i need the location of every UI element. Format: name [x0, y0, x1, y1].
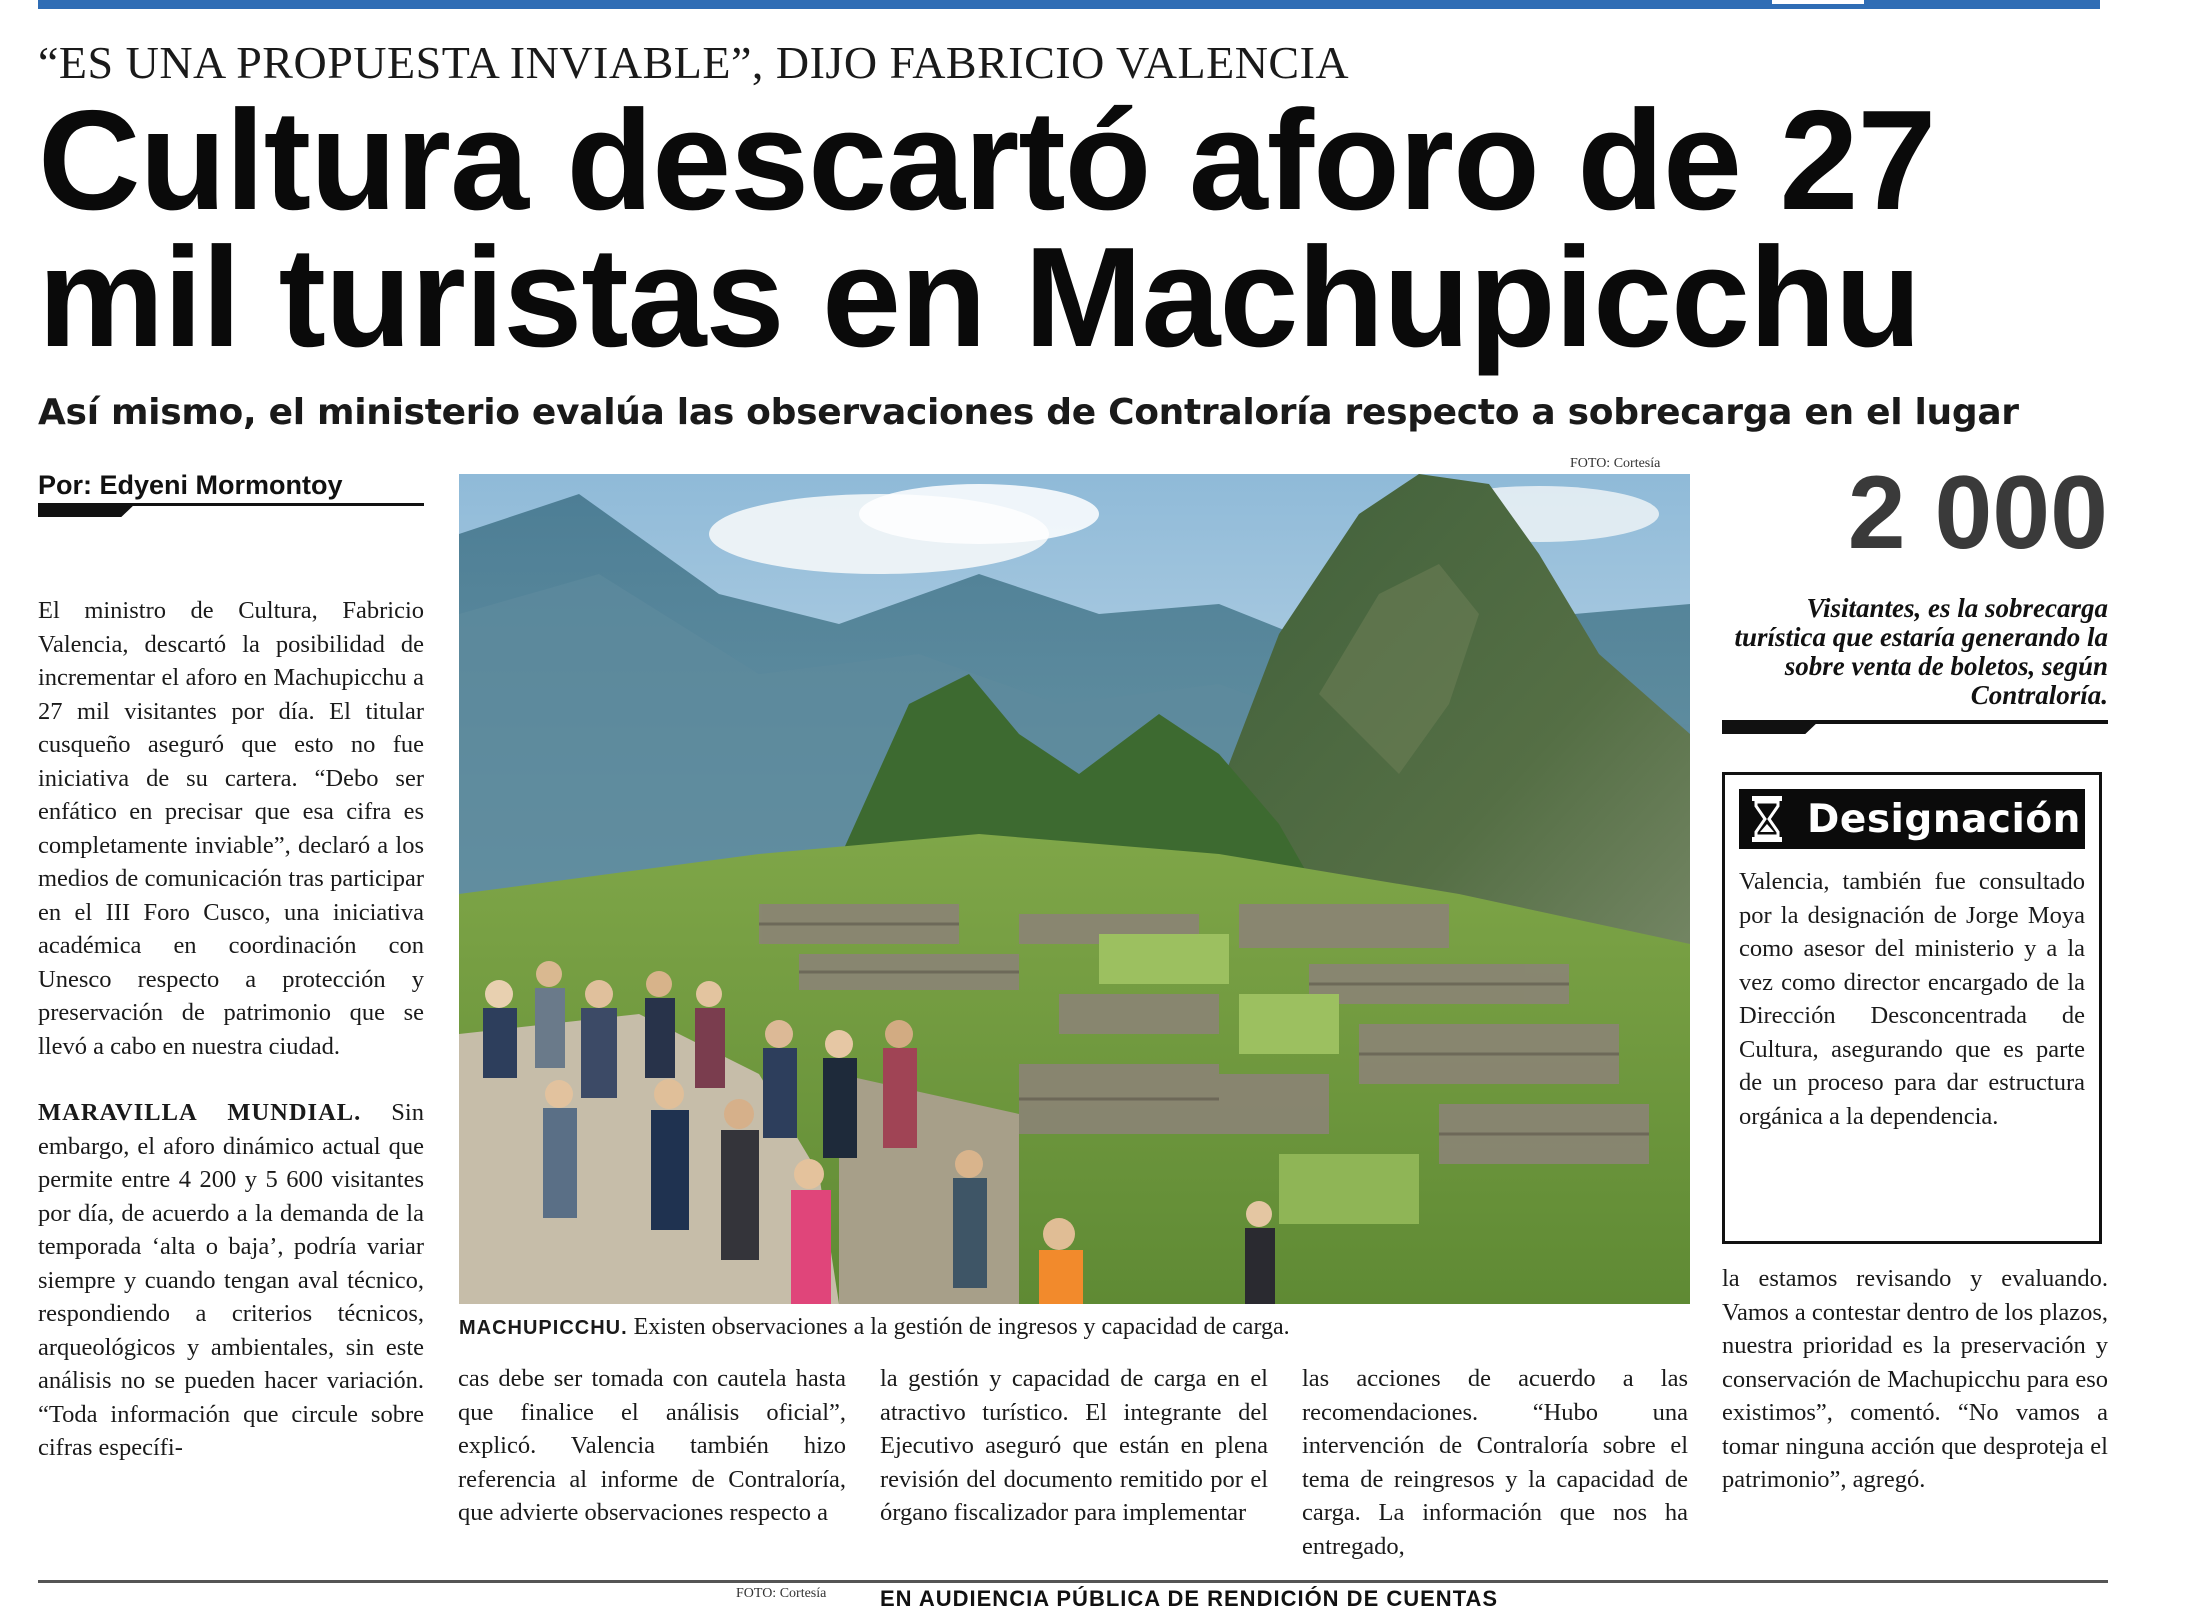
- photo-credit: FOTO: Cortesía: [1570, 456, 1661, 471]
- sidebar-box-header: [1739, 789, 2085, 849]
- sidebar-text: Valencia, también fue consultado por la designación de Jorge Moya como asesor del ministerio y a la vez como director encargado de la Dirección Desconcentrada de Cultura, asegurando que es parte de un proceso para dar estructura orgánica a la dependencia.: [1739, 868, 2085, 1130]
- article-kicker: “ES UNA PROPUESTA INVIABLE”, DIJO FABRICIO VALENCIA: [38, 37, 1350, 88]
- hourglass-icon: [1747, 793, 1787, 845]
- article-column-2: cas debe ser tomada con cautela hasta que finalice el análisis oficial”, explicó. Valencia también hizo referencia al informe de Contraloría, que advierte observaciones respecto a: [458, 1365, 846, 1526]
- section-lead-maravilla: MARAVILLA MUNDIAL.: [38, 1099, 362, 1126]
- paragraph-maravilla-text: Sin embargo, el aforo dinámico actual que permite entre 4 200 y 5 600 visitantes por día, de acuerdo a la demanda de la temporada ‘alta o baja’, podría variar siempre y cuando tengan aval técnico, respondiendo a criterios técnicos, arqueológicos y ambientales, sin este análisis no se pueden hacer variación. “Toda información que circule sobre cifras específi-: [38, 1099, 424, 1461]
- photo-caption: [459, 1314, 1759, 1341]
- next-article-teaser: EN AUDIENCIA PÚBLICA DE RENDICIÓN DE CUENTAS: [880, 1586, 1499, 1611]
- sidebar-title: Designación: [1807, 796, 2081, 842]
- article-headline: [38, 81, 2118, 377]
- caption-label: MACHUPICCHU.: [459, 1317, 628, 1339]
- article-column-1: [38, 594, 424, 1498]
- top-bar-chip: [1772, 0, 1864, 4]
- stat-value: 2 000: [1847, 455, 2108, 571]
- byline: Por: Edyeni Mormontoy: [38, 470, 343, 500]
- paragraph-maravilla: [38, 1096, 424, 1465]
- article-subhead: Así mismo, el ministerio evalúa las observaciones de Contraloría respecto a sobrecarga en el lugar: [38, 392, 2019, 433]
- article-column-4: las acciones de acuerdo a las recomendaciones. “Hubo una intervención de Contraloría sobre el tema de reingresos y la capacidad de carga. La información que nos ha entregado,: [1302, 1365, 1688, 1560]
- machupicchu-photo: [459, 474, 1690, 1304]
- paragraph-intro: El ministro de Cultura, Fabricio Valencia, descartó la posibilidad de incrementar el aforo en Machupicchu a 27 mil visitantes por día. El titular cusqueño aseguró que esto no fue iniciativa de su cartera. “Debo ser enfático en precisar que esa cifra es completamente inviable”, declaró a los medios de comunicación tras participar en el III Foro Cusco, una iniciativa académica en coordinación con Unesco respecto a protección y preservación de patrimonio que se llevó a cabo en nuestra ciudad.: [38, 597, 424, 1060]
- article-column-5: la estamos revisando y evaluando. Vamos a contestar dentro de los plazos, nuestra prioridad es la preservación y conservación de Machupicchu para eso existimos”, comentó. “No vamos a tomar ninguna acción que desproteja el patrimonio”, agregó.: [1722, 1265, 2108, 1493]
- sidebar-box-designacion: [1722, 772, 2102, 1244]
- bottom-rule: [38, 1580, 2108, 1583]
- machupicchu-illustration: [459, 474, 1690, 1304]
- stat-tab: [1722, 720, 1820, 734]
- byline-tab: [38, 503, 136, 517]
- article-column-3: la gestión y capacidad de carga en el atractivo turístico. El integrante del Ejecutivo aseguró que están en plena revisión del documento remitido por el órgano fiscalizador para implementar: [880, 1365, 1268, 1526]
- caption-text: Existen observaciones a la gestión de ingresos y capacidad de carga.: [627, 1314, 1290, 1340]
- headline-line-2: mil turistas en Machupicchu: [38, 218, 1921, 377]
- next-photo-credit: FOTO: Cortesía: [736, 1586, 827, 1601]
- stat-caption: Visitantes, es la sobrecarga turística que estaría generando la sobre venta de boletos, según Contraloría.: [1734, 593, 2108, 710]
- headline-line-1: Cultura descartó aforo de 27: [38, 81, 1936, 240]
